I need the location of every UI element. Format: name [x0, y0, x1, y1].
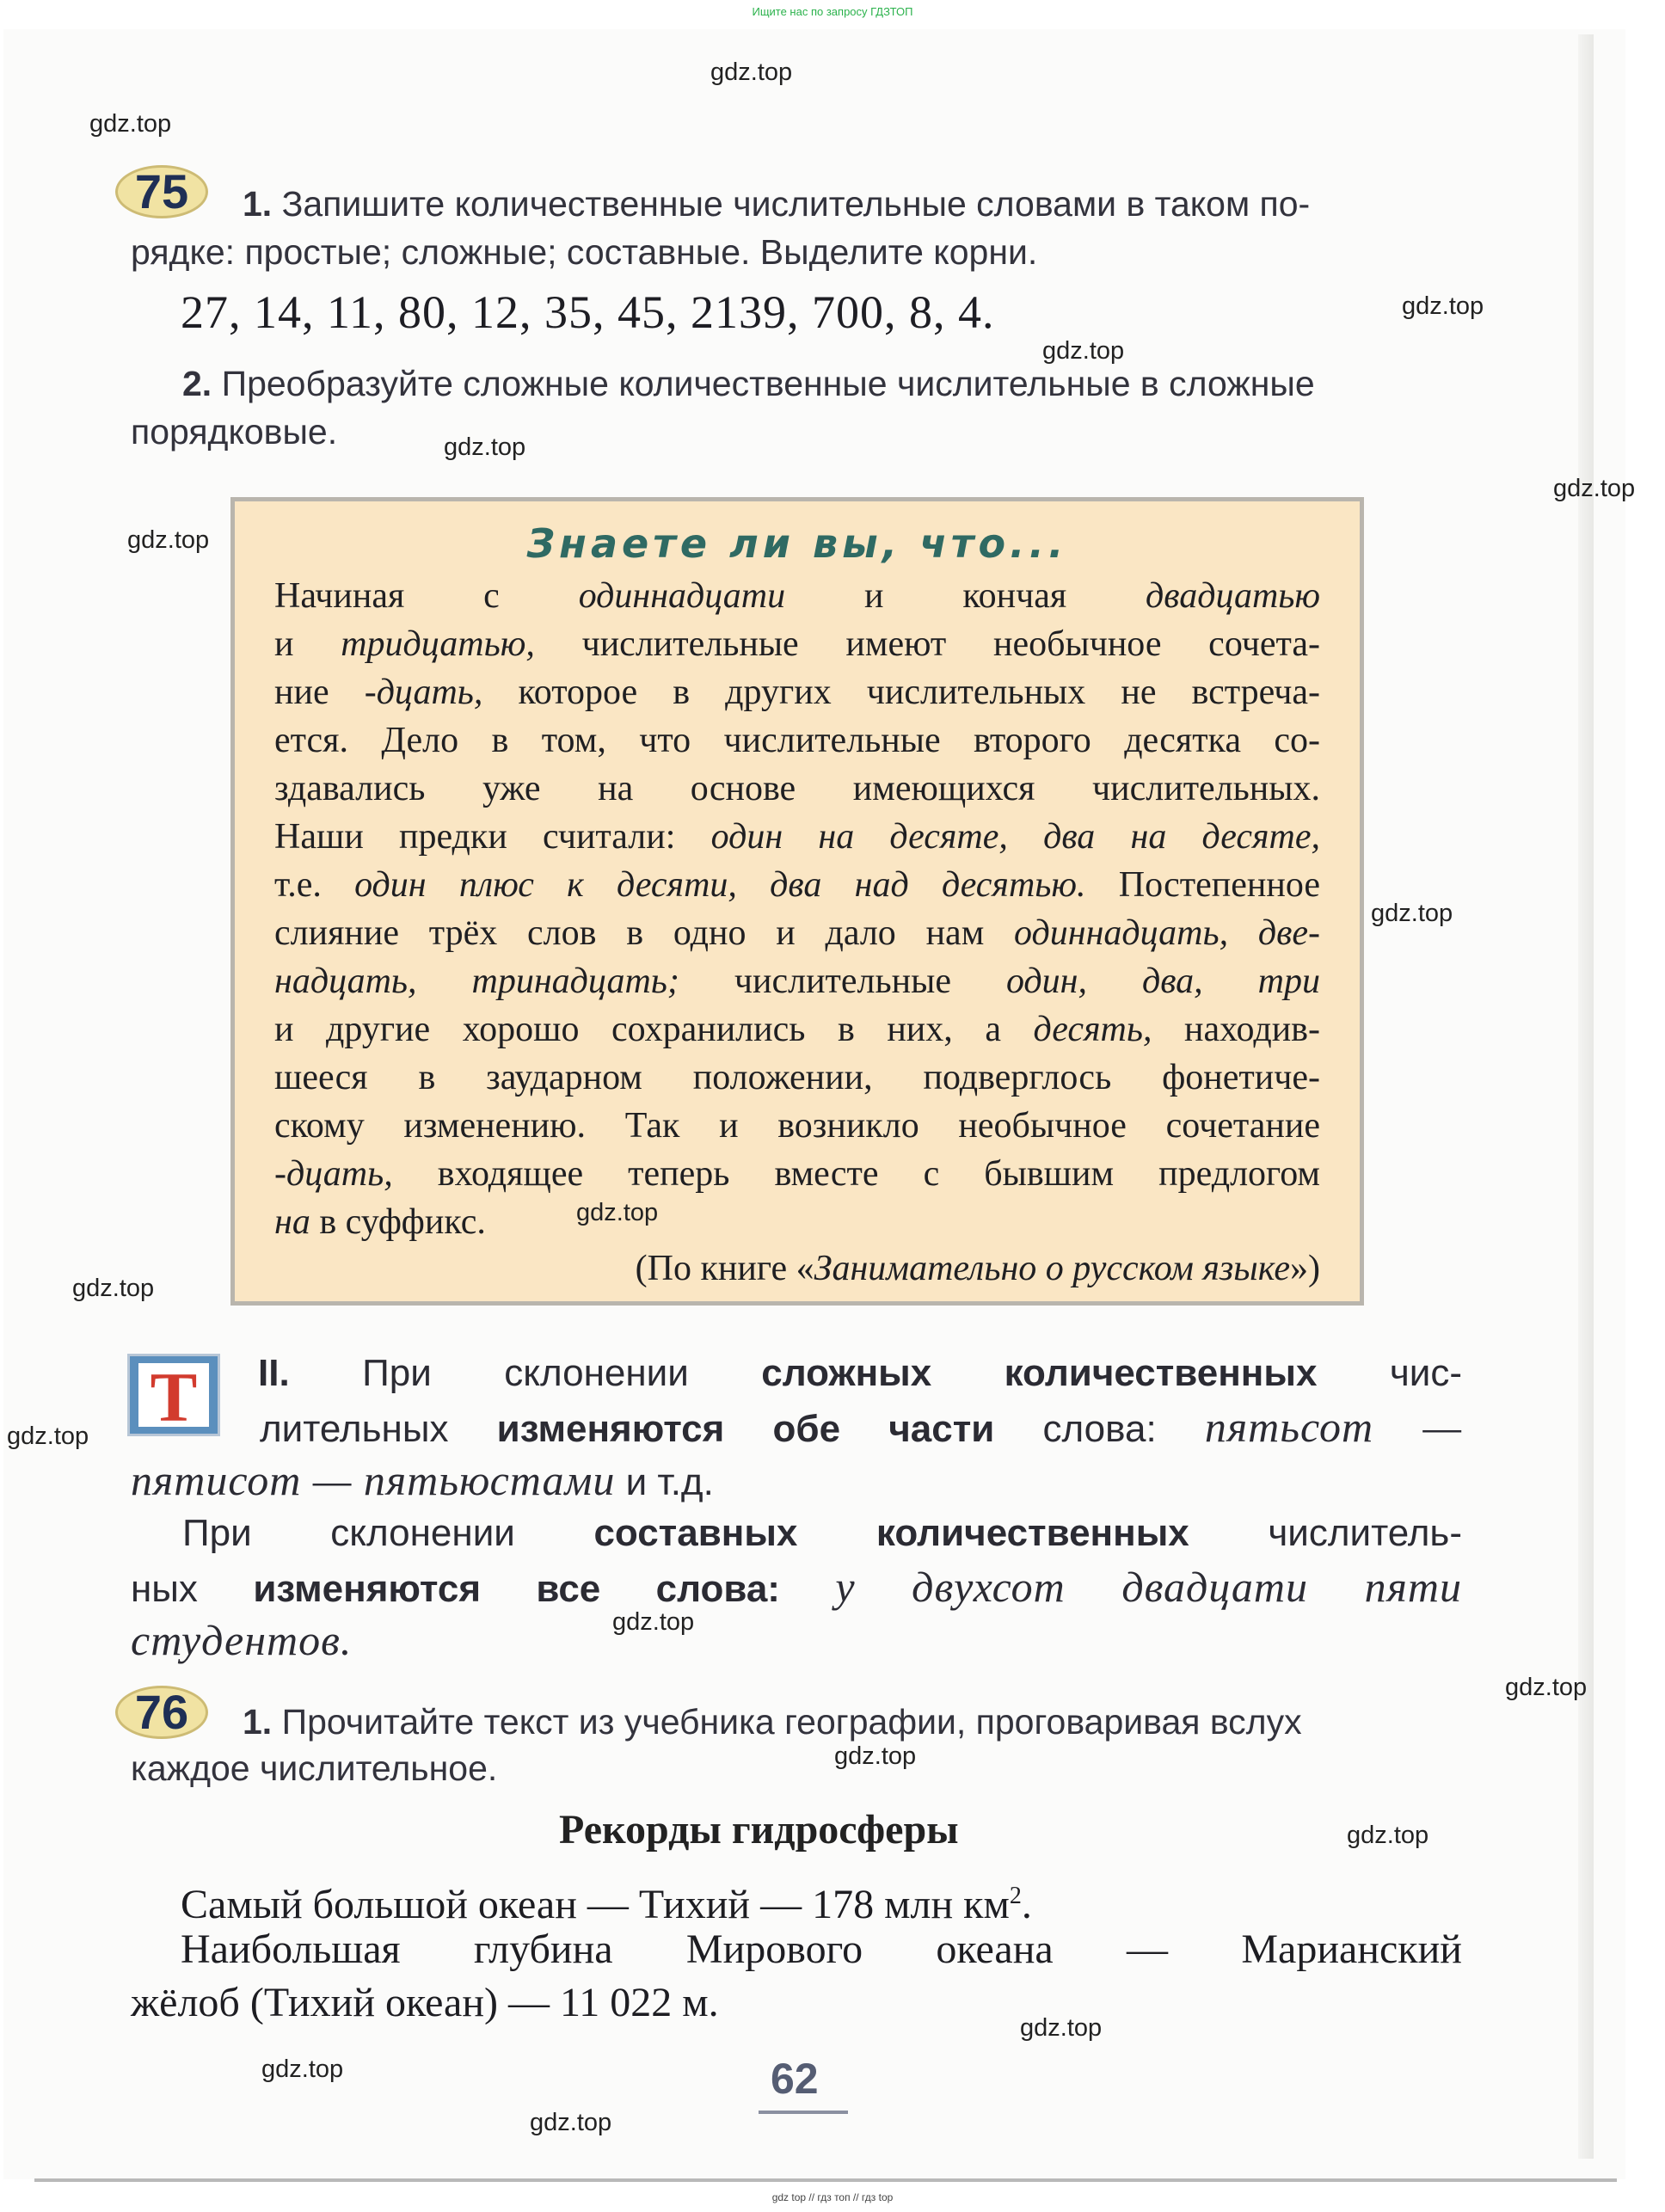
ex75-task1-line2: рядке: простые; сложные; составные. Выделите корни. — [131, 232, 1038, 272]
watermark: gdz.top — [1371, 900, 1453, 927]
box-line: слияние трёх слов в одно и дало нам одиннадцать, две- — [274, 913, 1320, 953]
watermark: gdz.top — [444, 433, 526, 461]
box-line: здавались уже на основе имеющихся числительных. — [274, 769, 1320, 808]
box-line: -дцать, входящее теперь вместе с бывшим предлогом — [274, 1154, 1320, 1194]
theory-p2-line3: студентов. — [131, 1616, 353, 1664]
geo-text-title: Рекорды гидросферы — [559, 1807, 959, 1853]
ex75-task2-text: Преобразуйте сложные количественные числительные в сложные — [221, 364, 1315, 403]
box-line: на в суффикс. — [274, 1202, 486, 1242]
theory-p2-line2: ных изменяются все слова: у двухсот двадцати пяти — [131, 1563, 1462, 1611]
page-number-underline — [759, 2111, 848, 2114]
watermark: gdz.top — [1020, 2014, 1103, 2042]
theory-p1-line2: лительных изменяются обе части слова: пятьсот — — [260, 1403, 1462, 1451]
footer-note: gdz top // гдз топ // гдз top — [771, 2191, 894, 2203]
watermark: gdz.top — [530, 2109, 612, 2136]
watermark: gdz.top — [1553, 475, 1636, 502]
header-note: Ищите нас по запросу ГДЗТОП — [752, 5, 913, 18]
geo-line-1: Самый большой океан — Тихий — 178 млн $км^2$. — [181, 1882, 1032, 1927]
exercise-75-badge: 75 — [115, 165, 208, 218]
box-line: надцать, тринадцать; числительные один, два, три — [274, 962, 1320, 1001]
watermark: gdz.top — [1347, 1822, 1429, 1849]
bottom-rule — [34, 2178, 1617, 2182]
theory-letter: Т — [138, 1363, 209, 1427]
theory-icon — [127, 1354, 220, 1436]
watermark: gdz.top — [89, 110, 172, 138]
watermark: gdz.top — [710, 58, 793, 86]
box-line: Наши предки считали: один на десяте, два на десяте, — [274, 817, 1321, 857]
ex75-task1-text: Запишите количественные числительные словами в таком по- — [281, 184, 1311, 224]
watermark: gdz.top — [127, 526, 210, 554]
did-you-know-box — [230, 497, 1364, 1306]
ex75-number-list: 27, 14, 11, 80, 12, 35, 45, 2139, 700, 8, 4. — [181, 286, 995, 338]
watermark: gdz.top — [7, 1422, 89, 1450]
watermark: gdz.top — [612, 1608, 695, 1636]
theory-p1-line1: II. При склонении сложных количественных чис- — [258, 1352, 1462, 1394]
box-line: ется. Дело в том, что числительные второго десятка со- — [274, 721, 1320, 760]
ex75-task2-line2: порядковые. — [131, 412, 338, 452]
geo-line-3: жёлоб (Тихий океан) — 11 022 м. — [131, 1980, 719, 2025]
box-line: т.е. один плюс к десяти, два над десятью. Постепенное — [274, 865, 1321, 905]
did-you-know-text — [274, 572, 1320, 1246]
ex76-task1-number: 1. — [243, 1702, 273, 1742]
ex76-task1-line2: каждое числительное. — [131, 1748, 498, 1788]
geo-line-2: Наибольшая глубина Мирового океана — Марианский — [181, 1926, 1462, 1972]
box-line: ние -дцать, которое в других числительных не встреча- — [274, 673, 1320, 712]
watermark: gdz.top — [72, 1275, 155, 1302]
page-number: 62 — [771, 2055, 819, 2103]
watermark: gdz.top — [834, 1742, 917, 1770]
ex76-task1-line1 — [243, 1698, 1302, 1746]
theory-p1-line3: пятисот — пятьюстами и т.д. — [131, 1456, 714, 1504]
watermark: gdz.top — [1042, 337, 1125, 365]
box-line: и тридцатью, числительные имеют необычное сочета- — [274, 624, 1320, 664]
ex75-task2-line1 — [182, 359, 1315, 408]
box-source: (По книге «Занимательно о русском языке») — [635, 1249, 1320, 1288]
box-line: скому изменению. Так и возникло необычное сочетание — [274, 1106, 1320, 1146]
watermark: gdz.top — [261, 2055, 344, 2083]
watermark: gdz.top — [1402, 292, 1484, 320]
ex76-task1-text: Прочитайте текст из учебника географии, проговаривая вслух — [281, 1702, 1302, 1742]
theory-p2-line1: При склонении составных количественных числитель- — [182, 1512, 1462, 1554]
watermark: gdz.top — [576, 1199, 659, 1226]
watermark: gdz.top — [1505, 1674, 1588, 1701]
exercise-76-badge: 76 — [115, 1686, 208, 1739]
ex75-task1-line1 — [243, 180, 1310, 228]
box-line: и другие хорошо сохранились в них, а десять, находив- — [274, 1010, 1321, 1049]
did-you-know-title: Знаете ли вы, что... — [526, 520, 1068, 567]
ex75-task2-number: 2. — [182, 364, 212, 403]
ex75-task1-number: 1. — [243, 184, 273, 224]
page-edge-shadow — [1578, 34, 1594, 2159]
box-line: шееся в заударном положении, подверглось фонетиче- — [274, 1058, 1320, 1097]
box-line: Начиная с одиннадцати и кончая двадцатью — [274, 576, 1321, 616]
